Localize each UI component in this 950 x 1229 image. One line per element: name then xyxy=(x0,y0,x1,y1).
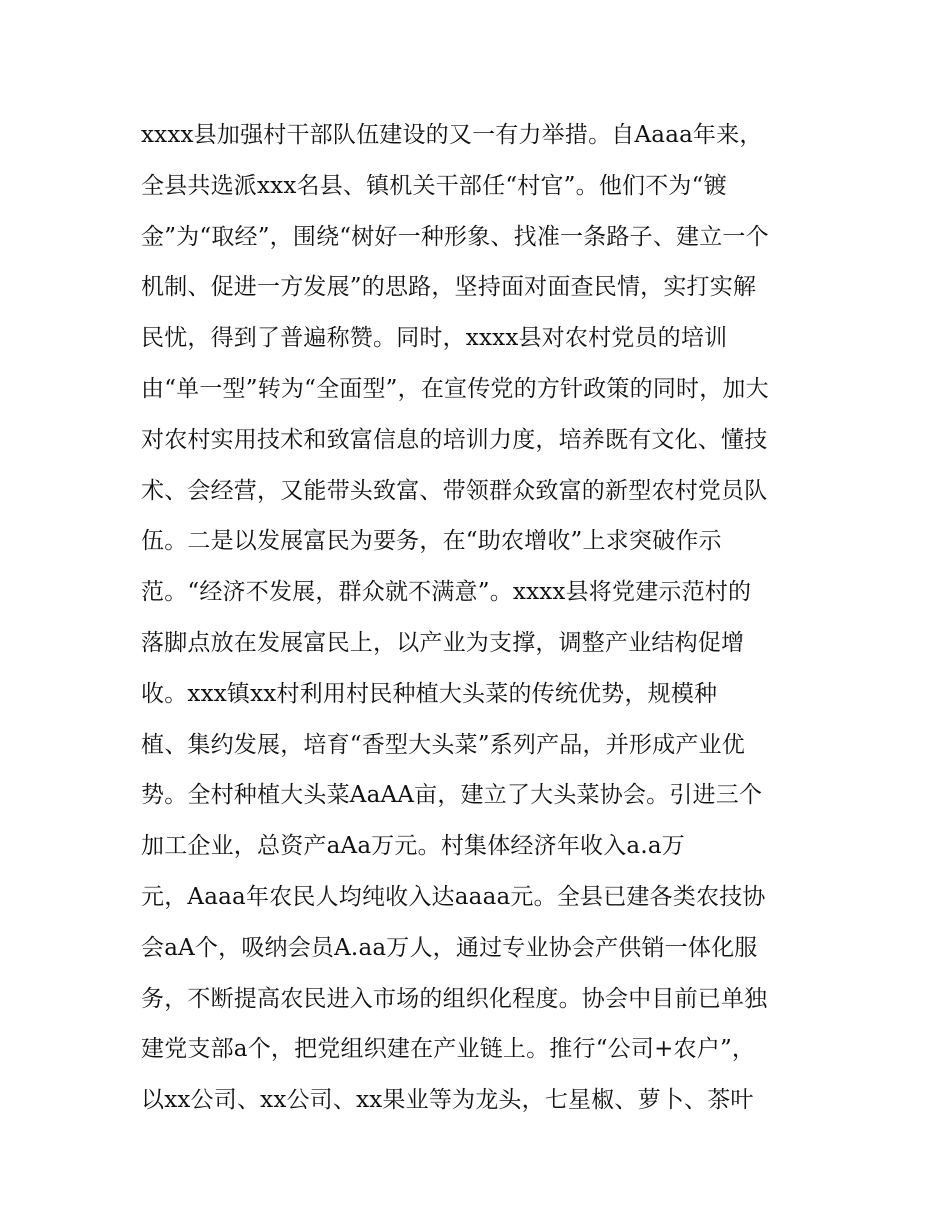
text-line: 伍。二是以发展富民为要务，在“助农增收”上求突破作示 xyxy=(141,528,722,555)
text-line: 建党支部a个，把党组织建在产业链上。推行“公司+农户”， xyxy=(141,1036,756,1063)
text-line: 金”为“取经”，围绕“树好一种形象、找准一条路子、建立一个 xyxy=(141,223,769,250)
text-line: 范。“经济不发展，群众就不满意”。xxxx县将党建示范村的 xyxy=(141,579,752,606)
text-line: 加工企业，总资产aAa万元。村集体经济年收入a.a万 xyxy=(141,833,685,860)
text-line: 会aA个，吸纳会员A.aa万人，通过专业协会产供销一体化服 xyxy=(141,934,758,961)
text-line: xxxx县加强村干部队伍建设的又一有力举措。自Aaaa年来， xyxy=(141,122,763,148)
text-line: 由“单一型”转为“全面型”，在宣传党的方针政策的同时，加大 xyxy=(141,375,769,402)
text-line: 全县共选派xxx名县、镇机关干部任“村官”。他们不为“镀 xyxy=(141,172,727,199)
text-line: 势。全村种植大头菜AaAA亩，建立了大头菜协会。引进三个 xyxy=(141,782,763,809)
text-line: 务，不断提高农民进入市场的组织化程度。协会中目前已单独 xyxy=(141,985,768,1012)
text-line: 对农村实用技术和致富信息的培训力度，培养既有文化、懂技 xyxy=(141,426,768,453)
text-line: 机制、促进一方发展”的思路，坚持面对面查民情，实打实解 xyxy=(141,274,757,301)
text-line: 以xx公司、xx公司、xx果业等为龙头，七星椒、萝卜、茶叶 xyxy=(141,1087,754,1114)
text-line: 术、会经营，又能带头致富、带领群众致富的新型农村党员队 xyxy=(141,477,768,504)
text-line: 植、集约发展，培育“香型大头菜”系列产品，并形成产业优 xyxy=(141,731,745,758)
text-line: 元，Aaaa年农民人均纯收入达aaaa元。全县已建各类农技协 xyxy=(141,883,766,910)
body-text xyxy=(141,110,841,1126)
text-line: 收。xxx镇xx村利用村民种植大头菜的传统优势，规模种 xyxy=(141,680,718,707)
text-line: 民忧，得到了普遍称赞。同时，xxxx县对农村党员的培训 xyxy=(141,325,728,352)
text-line: 落脚点放在发展富民上，以产业为支撑，调整产业结构促增 xyxy=(141,629,745,656)
